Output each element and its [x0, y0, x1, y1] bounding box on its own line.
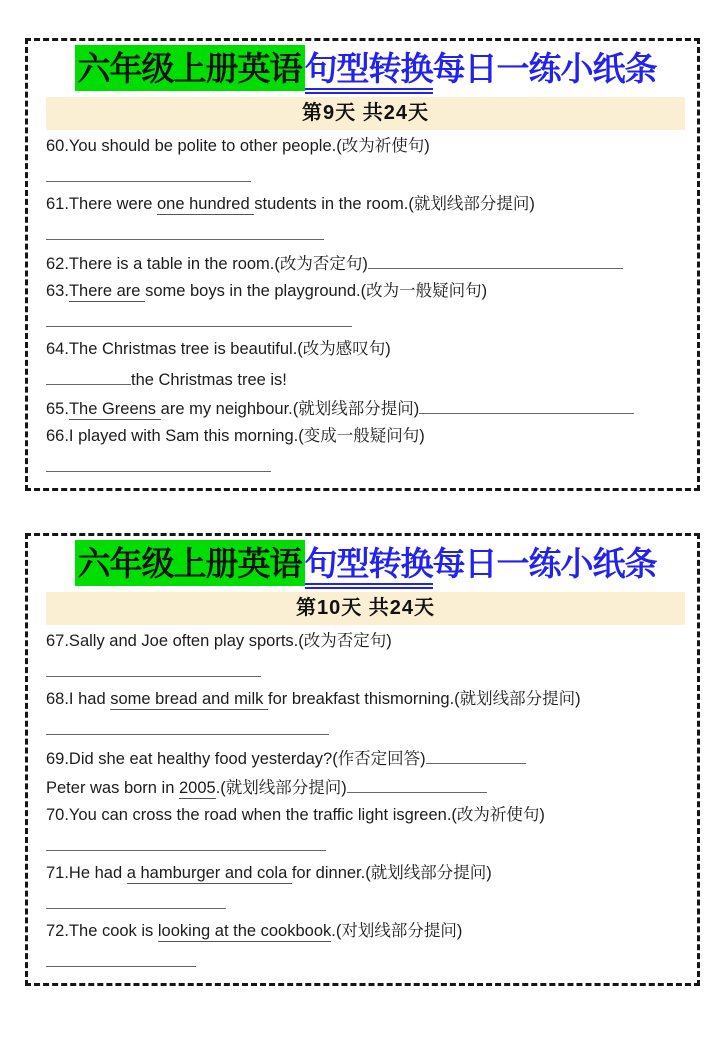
- question-text: 72.The cook is: [46, 922, 158, 940]
- question-text: are my neighbour.(就划线部分提问): [160, 400, 420, 418]
- question-line: [46, 772, 685, 801]
- question-text: 66.I played with Sam this morning.(变成一般疑问句): [46, 427, 425, 445]
- exercise-lines: [46, 132, 685, 480]
- answer-blank-line: [46, 219, 685, 248]
- answer-blank: [46, 219, 324, 240]
- question-text: 69.Did she eat healthy food yesterday?(作否定回答): [46, 750, 426, 768]
- question-line: [46, 917, 685, 946]
- answer-blank: [46, 364, 131, 385]
- question-text: 63.: [46, 282, 69, 300]
- worksheet-card: [25, 38, 700, 491]
- answer-blank-line: [46, 306, 685, 335]
- question-text: 64.The Christmas tree is beautiful.(改为感叹句): [46, 340, 391, 358]
- question-text: 60.You should be polite to other people.(改为祈使句): [46, 137, 430, 155]
- question-line: [46, 393, 685, 422]
- question-line: [46, 364, 685, 393]
- underlined-phrase: some bread and milk: [110, 690, 268, 708]
- underlined-phrase: one hundred: [156, 195, 255, 213]
- underlined-phrase: looking at the cookbook: [157, 922, 332, 940]
- question-text: some boys in the playground.(改为一般疑问句): [145, 282, 488, 300]
- question-text: for breakfast thismorning.(就划线部分提问): [267, 690, 581, 708]
- answer-blank: [46, 656, 261, 677]
- answer-blank: [46, 714, 329, 735]
- answer-blank: [46, 306, 352, 327]
- question-line: [46, 190, 685, 219]
- question-text: 65.: [46, 400, 69, 418]
- answer-blank: [46, 888, 226, 909]
- question-line: [46, 627, 685, 656]
- question-line: [46, 335, 685, 364]
- day-text: 第10天 共24天: [295, 597, 436, 619]
- answer-blank: [46, 451, 271, 472]
- underlined-phrase: a hamburger and cola: [126, 864, 292, 882]
- question-line: [46, 743, 685, 772]
- answer-blank: [368, 248, 623, 269]
- question-line: [46, 248, 685, 277]
- question-text: 70.You can cross the road when the traffic light isgreen.(改为祈使句): [46, 806, 545, 824]
- day-banner: [46, 592, 685, 625]
- answer-blank: [419, 393, 634, 414]
- question-text: 61.There were: [46, 195, 157, 213]
- day-text: 第9天 共24天: [302, 102, 429, 124]
- answer-blank-line: [46, 946, 685, 975]
- answer-blank-line: [46, 656, 685, 685]
- question-line: [46, 859, 685, 888]
- answer-blank: [46, 946, 196, 967]
- card-title: [46, 539, 685, 589]
- question-text: 71.He had: [46, 864, 127, 882]
- question-line: [46, 277, 685, 306]
- worksheet-page: [0, 38, 724, 1062]
- answer-blank: [347, 772, 487, 793]
- question-text: Peter was born in: [46, 779, 179, 797]
- answer-blank: [426, 743, 526, 764]
- answer-blank-line: [46, 888, 685, 917]
- answer-blank: [46, 161, 251, 182]
- exercise-lines: [46, 627, 685, 975]
- day-banner: [46, 97, 685, 130]
- question-line: [46, 132, 685, 161]
- question-text: .(就划线部分提问): [215, 779, 347, 797]
- title-highlight: 六年级上册英语: [75, 45, 305, 91]
- worksheet-card: [25, 533, 700, 986]
- question-text: students in the room.(就划线部分提问): [254, 195, 535, 213]
- question-text: 62.There is a table in the room.(改为否定句): [46, 255, 368, 273]
- title-underlined: 句型转换: [305, 50, 433, 94]
- answer-blank-line: [46, 451, 685, 480]
- question-line: [46, 422, 685, 451]
- underlined-phrase: 2005: [178, 779, 216, 797]
- title-highlight: 六年级上册英语: [75, 540, 305, 586]
- question-line: [46, 801, 685, 830]
- question-text: for dinner.(就划线部分提问): [291, 864, 492, 882]
- question-text: 68.I had: [46, 690, 111, 708]
- question-text: .(对划线部分提问): [331, 922, 463, 940]
- question-line: [46, 685, 685, 714]
- underlined-phrase: The Greens: [68, 400, 161, 418]
- answer-blank-line: [46, 830, 685, 859]
- card-title: [46, 44, 685, 94]
- answer-blank-line: [46, 161, 685, 190]
- question-text: 67.Sally and Joe often play sports.(改为否定句): [46, 632, 392, 650]
- title-underlined: 句型转换: [305, 545, 433, 589]
- question-text: the Christmas tree is!: [131, 371, 287, 389]
- answer-blank: [46, 830, 326, 851]
- underlined-phrase: There are: [68, 282, 146, 300]
- answer-blank-line: [46, 714, 685, 743]
- title-tail: 每日一练小纸条: [432, 50, 657, 87]
- title-tail: 每日一练小纸条: [432, 545, 657, 582]
